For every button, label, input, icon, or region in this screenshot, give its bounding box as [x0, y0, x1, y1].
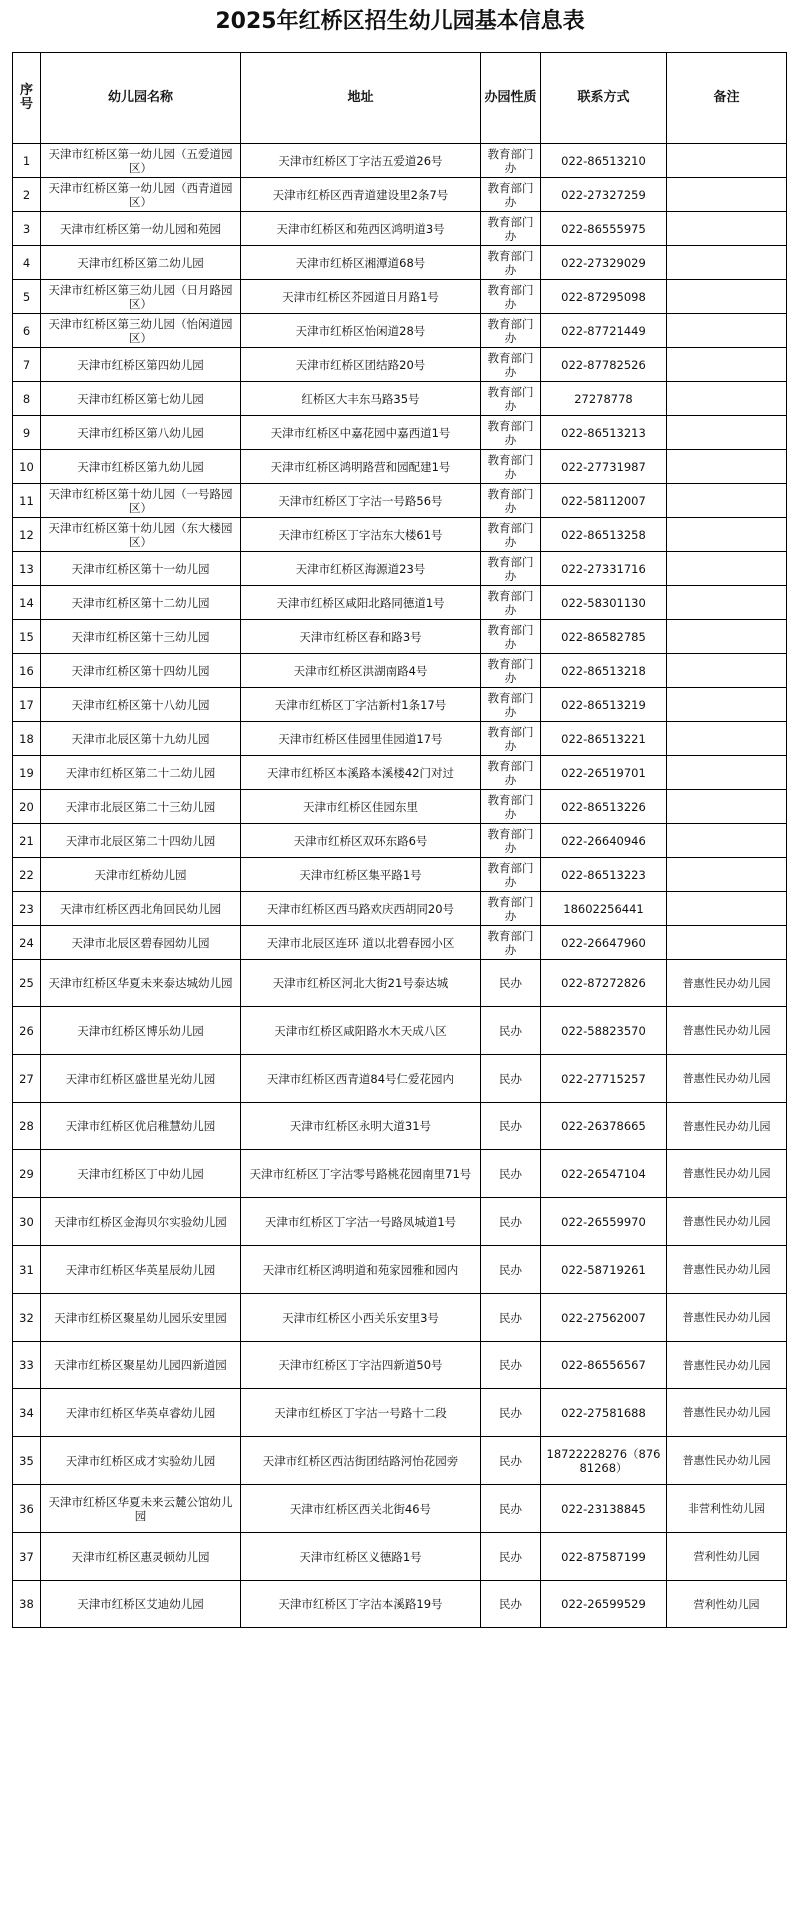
cell-no: 30 — [13, 1198, 41, 1246]
table-row — [13, 552, 787, 586]
cell-nature: 民办 — [481, 1437, 541, 1485]
kindergarten-table — [12, 52, 787, 1628]
cell-no: 37 — [13, 1533, 41, 1581]
cell-contact: 022-86556567 — [541, 1342, 667, 1389]
cell-no: 10 — [13, 450, 41, 484]
cell-nature: 教育部门办 — [481, 790, 541, 824]
cell-address: 天津市红桥区海源道23号 — [241, 552, 481, 586]
cell-name: 天津市红桥区华夏未来云麓公馆幼儿园 — [41, 1485, 241, 1533]
cell-name: 天津市红桥区聚星幼儿园乐安里园 — [41, 1294, 241, 1342]
header-nature: 办园性质 — [481, 53, 541, 144]
cell-no: 26 — [13, 1007, 41, 1055]
cell-no: 3 — [13, 212, 41, 246]
header-note: 备注 — [667, 53, 787, 144]
cell-no: 17 — [13, 688, 41, 722]
table-row — [13, 1103, 787, 1150]
cell-address: 天津市红桥区春和路3号 — [241, 620, 481, 654]
cell-note — [667, 178, 787, 212]
cell-no: 11 — [13, 484, 41, 518]
cell-address: 天津市红桥区西沽街团结路河怡花园旁 — [241, 1437, 481, 1485]
cell-contact: 022-86513258 — [541, 518, 667, 552]
cell-note — [667, 688, 787, 722]
table-row — [13, 144, 787, 178]
cell-name: 天津市北辰区第二十三幼儿园 — [41, 790, 241, 824]
cell-no: 29 — [13, 1150, 41, 1198]
cell-note — [667, 212, 787, 246]
table-row — [13, 178, 787, 212]
cell-contact: 022-86513218 — [541, 654, 667, 688]
cell-name: 天津市红桥区第一幼儿园（西青道园区） — [41, 178, 241, 212]
cell-nature: 民办 — [481, 1294, 541, 1342]
cell-no: 34 — [13, 1389, 41, 1437]
cell-name: 天津市红桥区第八幼儿园 — [41, 416, 241, 450]
table-row — [13, 484, 787, 518]
table-row — [13, 756, 787, 790]
cell-address: 天津市红桥区集平路1号 — [241, 858, 481, 892]
cell-address: 天津市红桥区佳园东里 — [241, 790, 481, 824]
cell-note — [667, 790, 787, 824]
cell-name: 天津市红桥区西北角回民幼儿园 — [41, 892, 241, 926]
cell-address: 天津市红桥区芥园道日月路1号 — [241, 280, 481, 314]
cell-nature: 民办 — [481, 1389, 541, 1437]
cell-nature: 教育部门办 — [481, 552, 541, 586]
cell-contact: 022-23138845 — [541, 1485, 667, 1533]
cell-address: 天津市红桥区丁字沽东大楼61号 — [241, 518, 481, 552]
cell-note — [667, 144, 787, 178]
cell-nature: 教育部门办 — [481, 722, 541, 756]
cell-contact: 022-26559970 — [541, 1198, 667, 1246]
cell-nature: 教育部门办 — [481, 144, 541, 178]
cell-name: 天津市红桥幼儿园 — [41, 858, 241, 892]
header-no: 序号 — [13, 53, 41, 144]
cell-note — [667, 824, 787, 858]
cell-no: 19 — [13, 756, 41, 790]
cell-address: 天津市红桥区西马路欢庆西胡同20号 — [241, 892, 481, 926]
cell-contact: 022-87587199 — [541, 1533, 667, 1581]
table-row — [13, 722, 787, 756]
cell-contact: 022-26640946 — [541, 824, 667, 858]
cell-nature: 民办 — [481, 1198, 541, 1246]
table-header-row — [13, 53, 787, 144]
cell-address: 天津市红桥区丁字沽一号路凤城道1号 — [241, 1198, 481, 1246]
cell-name: 天津市红桥区第十幼儿园（东大楼园区） — [41, 518, 241, 552]
cell-contact: 022-86555975 — [541, 212, 667, 246]
cell-nature: 教育部门办 — [481, 382, 541, 416]
cell-note — [667, 348, 787, 382]
table-row — [13, 1485, 787, 1533]
cell-no: 33 — [13, 1342, 41, 1389]
cell-no: 5 — [13, 280, 41, 314]
table-row — [13, 1150, 787, 1198]
cell-nature: 教育部门办 — [481, 178, 541, 212]
cell-nature: 民办 — [481, 1055, 541, 1103]
table-row — [13, 1055, 787, 1103]
cell-note — [667, 314, 787, 348]
cell-no: 25 — [13, 960, 41, 1007]
cell-contact: 022-86582785 — [541, 620, 667, 654]
cell-contact: 022-86513223 — [541, 858, 667, 892]
cell-no: 2 — [13, 178, 41, 212]
cell-name: 天津市红桥区第十三幼儿园 — [41, 620, 241, 654]
cell-address: 天津市红桥区丁字沽零号路桃花园南里71号 — [241, 1150, 481, 1198]
cell-note: 普惠性民办幼儿园 — [667, 1294, 787, 1342]
cell-note: 普惠性民办幼儿园 — [667, 1342, 787, 1389]
cell-nature: 教育部门办 — [481, 450, 541, 484]
cell-name: 天津市红桥区盛世星光幼儿园 — [41, 1055, 241, 1103]
cell-no: 4 — [13, 246, 41, 280]
table-row — [13, 280, 787, 314]
cell-name: 天津市红桥区丁中幼儿园 — [41, 1150, 241, 1198]
cell-contact: 18602256441 — [541, 892, 667, 926]
cell-nature: 教育部门办 — [481, 280, 541, 314]
cell-nature: 教育部门办 — [481, 246, 541, 280]
cell-no: 24 — [13, 926, 41, 960]
cell-address: 天津市红桥区丁字沽四新道50号 — [241, 1342, 481, 1389]
table-row — [13, 382, 787, 416]
cell-address: 天津市红桥区团结路20号 — [241, 348, 481, 382]
cell-note — [667, 246, 787, 280]
cell-name: 天津市红桥区博乐幼儿园 — [41, 1007, 241, 1055]
cell-contact: 022-27329029 — [541, 246, 667, 280]
table-row — [13, 1007, 787, 1055]
cell-name: 天津市红桥区第十幼儿园（一号路园区） — [41, 484, 241, 518]
cell-no: 6 — [13, 314, 41, 348]
cell-note: 普惠性民办幼儿园 — [667, 1150, 787, 1198]
cell-no: 32 — [13, 1294, 41, 1342]
cell-no: 7 — [13, 348, 41, 382]
cell-address: 天津市红桥区洪湖南路4号 — [241, 654, 481, 688]
table-row — [13, 960, 787, 1007]
cell-note — [667, 416, 787, 450]
cell-note: 营利性幼儿园 — [667, 1581, 787, 1628]
cell-note: 普惠性民办幼儿园 — [667, 1246, 787, 1294]
cell-note — [667, 756, 787, 790]
cell-address: 天津市红桥区佳园里佳园道17号 — [241, 722, 481, 756]
cell-contact: 022-58301130 — [541, 586, 667, 620]
cell-address: 天津市红桥区鸿明路营和园配建1号 — [241, 450, 481, 484]
cell-no: 1 — [13, 144, 41, 178]
cell-contact: 022-86513219 — [541, 688, 667, 722]
cell-name: 天津市红桥区优启稚慧幼儿园 — [41, 1103, 241, 1150]
cell-contact: 022-58719261 — [541, 1246, 667, 1294]
cell-address: 天津市红桥区河北大街21号泰达城 — [241, 960, 481, 1007]
table-row — [13, 1294, 787, 1342]
cell-name: 天津市红桥区艾迪幼儿园 — [41, 1581, 241, 1628]
cell-no: 23 — [13, 892, 41, 926]
cell-name: 天津市北辰区第二十四幼儿园 — [41, 824, 241, 858]
cell-name: 天津市红桥区惠灵顿幼儿园 — [41, 1533, 241, 1581]
table-row — [13, 450, 787, 484]
cell-note: 普惠性民办幼儿园 — [667, 1437, 787, 1485]
table-row — [13, 858, 787, 892]
cell-nature: 教育部门办 — [481, 416, 541, 450]
cell-contact: 022-27327259 — [541, 178, 667, 212]
cell-note: 非营利性幼儿园 — [667, 1485, 787, 1533]
cell-address: 天津市红桥区咸阳北路同德道1号 — [241, 586, 481, 620]
cell-nature: 教育部门办 — [481, 892, 541, 926]
cell-no: 27 — [13, 1055, 41, 1103]
cell-no: 16 — [13, 654, 41, 688]
cell-contact: 022-26599529 — [541, 1581, 667, 1628]
cell-note: 普惠性民办幼儿园 — [667, 1103, 787, 1150]
cell-nature: 教育部门办 — [481, 518, 541, 552]
cell-name: 天津市红桥区第一幼儿园（五爱道园区） — [41, 144, 241, 178]
cell-no: 22 — [13, 858, 41, 892]
cell-address: 红桥区大丰东马路35号 — [241, 382, 481, 416]
cell-no: 20 — [13, 790, 41, 824]
cell-nature: 民办 — [481, 1103, 541, 1150]
cell-contact: 022-86513221 — [541, 722, 667, 756]
cell-note — [667, 586, 787, 620]
table-row — [13, 348, 787, 382]
cell-note — [667, 484, 787, 518]
cell-contact: 022-27581688 — [541, 1389, 667, 1437]
cell-address: 天津市红桥区西青道84号仁爱花园内 — [241, 1055, 481, 1103]
cell-no: 31 — [13, 1246, 41, 1294]
table-row — [13, 1581, 787, 1628]
cell-nature: 教育部门办 — [481, 212, 541, 246]
cell-name: 天津市红桥区华英卓睿幼儿园 — [41, 1389, 241, 1437]
table-row — [13, 824, 787, 858]
cell-note: 营利性幼儿园 — [667, 1533, 787, 1581]
cell-contact: 022-87721449 — [541, 314, 667, 348]
table-row — [13, 926, 787, 960]
cell-contact: 022-27731987 — [541, 450, 667, 484]
cell-contact: 022-26378665 — [541, 1103, 667, 1150]
header-contact: 联系方式 — [541, 53, 667, 144]
cell-note — [667, 382, 787, 416]
cell-nature: 教育部门办 — [481, 858, 541, 892]
cell-contact: 022-27715257 — [541, 1055, 667, 1103]
cell-no: 12 — [13, 518, 41, 552]
cell-address: 天津市红桥区丁字沽一号路56号 — [241, 484, 481, 518]
cell-nature: 教育部门办 — [481, 688, 541, 722]
cell-name: 天津市红桥区第三幼儿园（怡闲道园区） — [41, 314, 241, 348]
cell-note: 普惠性民办幼儿园 — [667, 1198, 787, 1246]
cell-address: 天津市红桥区丁字沽一号路十二段 — [241, 1389, 481, 1437]
cell-nature: 民办 — [481, 1485, 541, 1533]
cell-name: 天津市北辰区碧春园幼儿园 — [41, 926, 241, 960]
cell-note: 普惠性民办幼儿园 — [667, 1055, 787, 1103]
cell-note — [667, 450, 787, 484]
cell-contact: 27278778 — [541, 382, 667, 416]
cell-address: 天津市红桥区鸿明道和苑家园雅和园内 — [241, 1246, 481, 1294]
cell-contact: 022-87272826 — [541, 960, 667, 1007]
cell-address: 天津市红桥区湘潭道68号 — [241, 246, 481, 280]
cell-name: 天津市红桥区第一幼儿园和苑园 — [41, 212, 241, 246]
cell-note — [667, 280, 787, 314]
cell-note: 普惠性民办幼儿园 — [667, 960, 787, 1007]
cell-name: 天津市红桥区成才实验幼儿园 — [41, 1437, 241, 1485]
cell-nature: 教育部门办 — [481, 484, 541, 518]
cell-no: 15 — [13, 620, 41, 654]
cell-address: 天津市红桥区怡闲道28号 — [241, 314, 481, 348]
cell-no: 8 — [13, 382, 41, 416]
cell-note — [667, 722, 787, 756]
cell-note: 普惠性民办幼儿园 — [667, 1389, 787, 1437]
cell-nature: 民办 — [481, 960, 541, 1007]
cell-name: 天津市北辰区第十九幼儿园 — [41, 722, 241, 756]
cell-address: 天津市红桥区丁字沽新村1条17号 — [241, 688, 481, 722]
cell-nature: 教育部门办 — [481, 824, 541, 858]
cell-note — [667, 552, 787, 586]
cell-no: 18 — [13, 722, 41, 756]
cell-contact: 022-58823570 — [541, 1007, 667, 1055]
cell-address: 天津市红桥区永明大道31号 — [241, 1103, 481, 1150]
cell-no: 9 — [13, 416, 41, 450]
cell-address: 天津市红桥区西关北街46号 — [241, 1485, 481, 1533]
cell-name: 天津市红桥区第四幼儿园 — [41, 348, 241, 382]
cell-contact: 022-86513226 — [541, 790, 667, 824]
table-row — [13, 790, 787, 824]
cell-address: 天津市红桥区小西关乐安里3号 — [241, 1294, 481, 1342]
cell-address: 天津市红桥区丁字沽本溪路19号 — [241, 1581, 481, 1628]
cell-contact: 022-26547104 — [541, 1150, 667, 1198]
cell-nature: 民办 — [481, 1581, 541, 1628]
cell-name: 天津市红桥区第二十二幼儿园 — [41, 756, 241, 790]
table-row — [13, 620, 787, 654]
cell-no: 13 — [13, 552, 41, 586]
page-title: 2025年红桥区招生幼儿园基本信息表 — [215, 9, 585, 34]
cell-contact: 022-58112007 — [541, 484, 667, 518]
table-row — [13, 1437, 787, 1485]
cell-name: 天津市红桥区第十一幼儿园 — [41, 552, 241, 586]
cell-note — [667, 892, 787, 926]
cell-contact: 022-26519701 — [541, 756, 667, 790]
cell-no: 21 — [13, 824, 41, 858]
table-row — [13, 1198, 787, 1246]
cell-name: 天津市红桥区第十四幼儿园 — [41, 654, 241, 688]
cell-address: 天津市北辰区连环 道以北碧春园小区 — [241, 926, 481, 960]
cell-nature: 民办 — [481, 1150, 541, 1198]
table-row — [13, 1389, 787, 1437]
cell-note — [667, 654, 787, 688]
cell-address: 天津市红桥区义德路1号 — [241, 1533, 481, 1581]
cell-contact: 022-87295098 — [541, 280, 667, 314]
cell-nature: 教育部门办 — [481, 756, 541, 790]
cell-nature: 教育部门办 — [481, 620, 541, 654]
cell-nature: 民办 — [481, 1342, 541, 1389]
cell-no: 36 — [13, 1485, 41, 1533]
header-address: 地址 — [241, 53, 481, 144]
cell-address: 天津市红桥区本溪路本溪楼42门对过 — [241, 756, 481, 790]
cell-contact: 022-87782526 — [541, 348, 667, 382]
cell-contact: 022-86513210 — [541, 144, 667, 178]
cell-nature: 民办 — [481, 1246, 541, 1294]
cell-contact: 022-27562007 — [541, 1294, 667, 1342]
cell-name: 天津市红桥区第三幼儿园（日月路园区） — [41, 280, 241, 314]
cell-nature: 教育部门办 — [481, 926, 541, 960]
cell-address: 天津市红桥区丁字沽五爱道26号 — [241, 144, 481, 178]
cell-nature: 教育部门办 — [481, 314, 541, 348]
cell-name: 天津市红桥区华夏未来泰达城幼儿园 — [41, 960, 241, 1007]
cell-name: 天津市红桥区第九幼儿园 — [41, 450, 241, 484]
cell-contact: 022-86513213 — [541, 416, 667, 450]
table-row — [13, 212, 787, 246]
table-row — [13, 586, 787, 620]
cell-contact: 18722228276（87681268） — [541, 1437, 667, 1485]
cell-nature: 民办 — [481, 1007, 541, 1055]
cell-contact: 022-27331716 — [541, 552, 667, 586]
cell-name: 天津市红桥区第二幼儿园 — [41, 246, 241, 280]
table-row — [13, 246, 787, 280]
table-row — [13, 892, 787, 926]
cell-no: 28 — [13, 1103, 41, 1150]
cell-no: 14 — [13, 586, 41, 620]
table-row — [13, 416, 787, 450]
cell-address: 天津市红桥区和苑西区鸿明道3号 — [241, 212, 481, 246]
cell-name: 天津市红桥区第十二幼儿园 — [41, 586, 241, 620]
cell-note — [667, 518, 787, 552]
cell-note — [667, 858, 787, 892]
cell-address: 天津市红桥区咸阳路水木天成八区 — [241, 1007, 481, 1055]
header-name: 幼儿园名称 — [41, 53, 241, 144]
cell-contact: 022-26647960 — [541, 926, 667, 960]
cell-no: 35 — [13, 1437, 41, 1485]
cell-name: 天津市红桥区华英星辰幼儿园 — [41, 1246, 241, 1294]
cell-nature: 教育部门办 — [481, 586, 541, 620]
cell-note — [667, 926, 787, 960]
table-row — [13, 1342, 787, 1389]
cell-nature: 教育部门办 — [481, 654, 541, 688]
cell-note: 普惠性民办幼儿园 — [667, 1007, 787, 1055]
table-row — [13, 518, 787, 552]
cell-nature: 民办 — [481, 1533, 541, 1581]
cell-no: 38 — [13, 1581, 41, 1628]
table-row — [13, 1246, 787, 1294]
table-body — [13, 144, 787, 1628]
cell-address: 天津市红桥区中嘉花园中嘉西道1号 — [241, 416, 481, 450]
cell-name: 天津市红桥区第七幼儿园 — [41, 382, 241, 416]
cell-address: 天津市红桥区双环东路6号 — [241, 824, 481, 858]
cell-name: 天津市红桥区第十八幼儿园 — [41, 688, 241, 722]
cell-name: 天津市红桥区聚星幼儿园四新道园 — [41, 1342, 241, 1389]
table-row — [13, 654, 787, 688]
cell-address: 天津市红桥区西青道建设里2条7号 — [241, 178, 481, 212]
table-row — [13, 1533, 787, 1581]
cell-name: 天津市红桥区金海贝尔实验幼儿园 — [41, 1198, 241, 1246]
cell-nature: 教育部门办 — [481, 348, 541, 382]
table-row — [13, 314, 787, 348]
table-row — [13, 688, 787, 722]
cell-note — [667, 620, 787, 654]
